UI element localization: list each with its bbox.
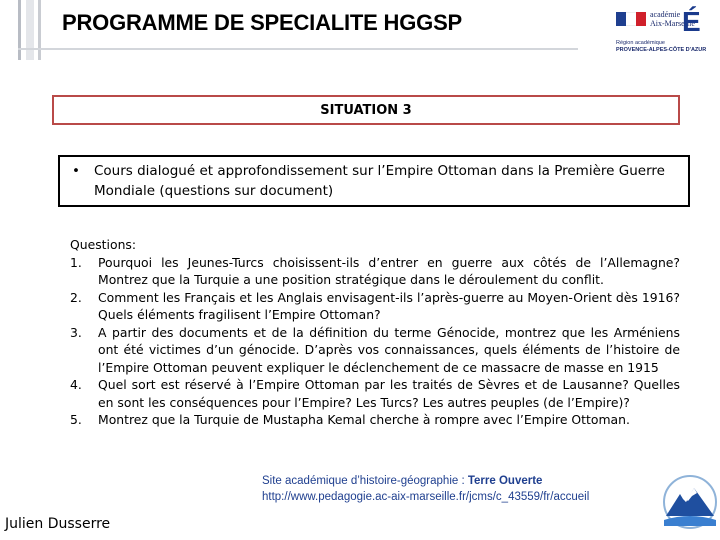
course-description: Cours dialogué et approfondissement sur l’Empire Ottoman dans la Première Guerre Mondiale (questions sur document) bbox=[94, 163, 665, 199]
question-item bbox=[70, 289, 680, 324]
question-number: 5. bbox=[70, 412, 82, 427]
question-number: 3. bbox=[70, 324, 82, 340]
mountain-logo-icon bbox=[662, 474, 718, 534]
question-item bbox=[70, 324, 680, 377]
course-box bbox=[58, 155, 690, 207]
question-item bbox=[70, 254, 680, 289]
question-item bbox=[70, 376, 680, 411]
questions-section bbox=[70, 236, 680, 429]
header-rule bbox=[18, 48, 578, 50]
decor-bar bbox=[38, 0, 41, 60]
question-number: 1. bbox=[70, 254, 82, 270]
header-decoration bbox=[18, 0, 48, 60]
page-title: PROGRAMME DE SPECIALITE HGGSP bbox=[62, 10, 463, 35]
question-text: Quel sort est réservé à l’Empire Ottoman par les traités de Sèvres et de Lausanne? Quelles en sont les conséquences pour l’Empire? Les Turcs? Les autres peuples (de l’Empire)? bbox=[98, 377, 680, 410]
questions-list bbox=[70, 254, 680, 429]
question-text: Montrez que la Turquie de Mustapha Kemal cherche à rompre avec l’Empire Ottoman. bbox=[98, 412, 630, 427]
question-item bbox=[70, 411, 680, 429]
site-name: Terre Ouverte bbox=[467, 475, 543, 487]
french-flag-icon bbox=[616, 12, 646, 26]
situation-heading: SITUATION 3 bbox=[52, 95, 680, 125]
questions-heading: Questions: bbox=[70, 237, 137, 252]
logo-wordmark: académie Aix-Marseille bbox=[650, 10, 695, 28]
logo-subtitle: Région académique PROVENCE-ALPES-CÔTE D'AZUR bbox=[616, 40, 707, 53]
site-credit: Site académique d’histoire-géographie : Terre Ouverte bbox=[262, 475, 543, 487]
question-text: Comment les Français et les Anglais envisagent-ils l’après-guerre au Moyen-Orient dès 1916? Quels éléments fragilisent l’Empire Ottoman? bbox=[98, 289, 680, 322]
decor-bar bbox=[26, 0, 34, 60]
question-text: Pourquoi les Jeunes-Turcs choisissent-ils d’entrer en guerre aux côtés de l’Allemagne? Montrez que la Turquie a une position stratégique dans le déroulement du conflit. bbox=[98, 254, 680, 287]
author-name: Julien Dusserre bbox=[5, 516, 111, 532]
question-number: 2. bbox=[70, 289, 82, 305]
academy-logo bbox=[612, 6, 716, 56]
site-url-link[interactable]: http://www.pedagogie.ac-aix-marseille.fr/jcms/c_43559/fr/accueil bbox=[262, 491, 590, 503]
bullet: • bbox=[72, 163, 80, 179]
question-number: 4. bbox=[70, 377, 82, 392]
decor-bar bbox=[18, 0, 21, 60]
logo-e-icon: É bbox=[682, 6, 701, 37]
site-footer bbox=[262, 473, 589, 505]
question-text: A partir des documents et de la définition du terme Génocide, montrez que les Arméniens ont été victimes d’un génocide. D’après vos connaissances, quels éléments de l’histoire de l’Empire Ottoman peuvent expliquer le déclenchement de ce massacre de masse en 1915 bbox=[98, 324, 680, 375]
